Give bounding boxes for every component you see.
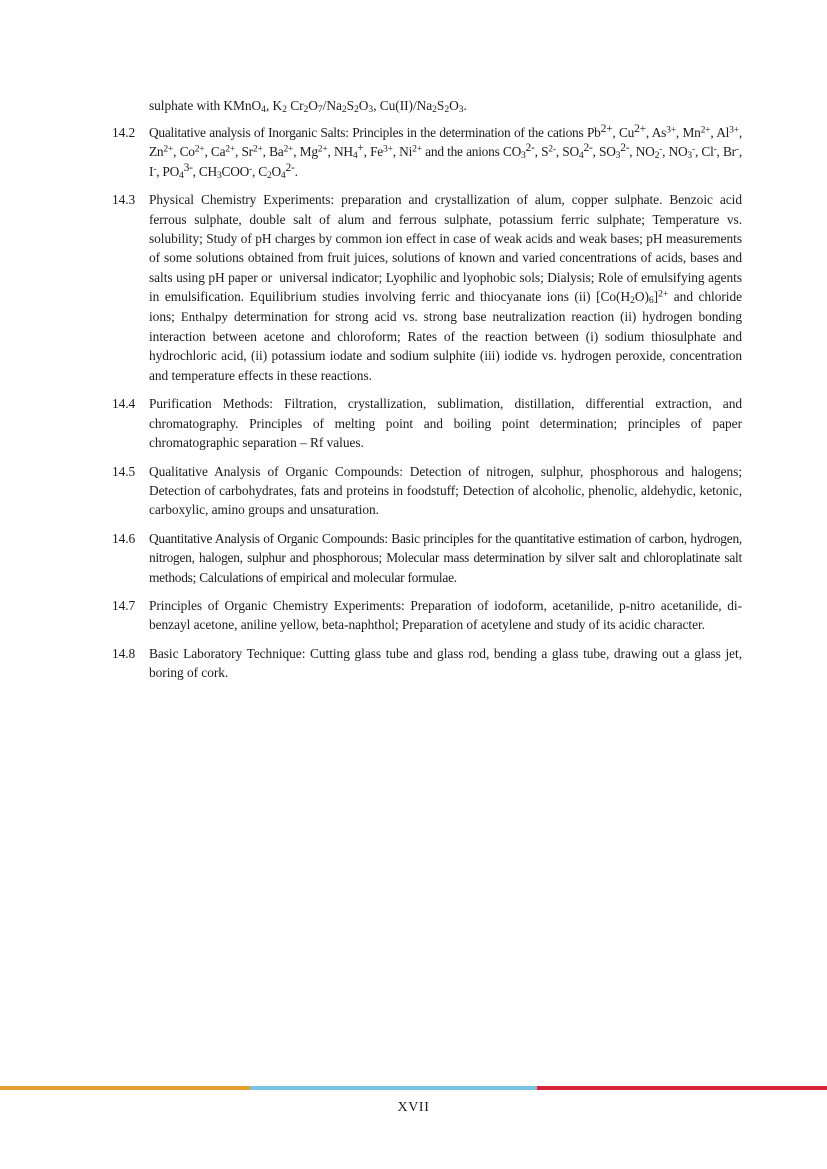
- section-14-8: [112, 644, 742, 683]
- page-number: XVII: [397, 1100, 430, 1115]
- footer-rule-blue: [250, 1086, 537, 1090]
- footer-rule-red: [537, 1086, 827, 1090]
- section-text: Qualitative Analysis of Organic Compounds: Detection of nitrogen, sulphur, phosphorous and halogens; Detection of carbohydrates, fats and proteins in foodstuff; Detection of alcoholic, phenolic, aldehydic, ketonic, carboxylic, amino groups and unsaturation.: [149, 463, 742, 518]
- footer-rule-orange: [0, 1086, 250, 1090]
- section-14-5: [112, 462, 742, 520]
- section-text: Quantitative Analysis of Organic Compounds: Basic principles for the quantitative estimation of carbon, hydrogen, nitrogen, halogen, sulphur and phosphorous; Molecular mass determination by silver salt and chloroplatinate salt methods; Calculations of empirical and molecular formulae.: [149, 530, 742, 585]
- section-number: 14.7: [112, 597, 136, 613]
- content-column: [112, 96, 742, 692]
- section-14-2: [112, 123, 742, 181]
- section-14-7: [112, 596, 742, 635]
- section-number: 14.2: [112, 125, 136, 140]
- section-text: Purification Methods: Filtration, crystallization, sublimation, distillation, differential extraction, and chromatography. Principles of melting point and boiling point determination; principles of paper chromatographic separation – Rf values.: [149, 396, 742, 451]
- section-number: 14.3: [112, 192, 136, 208]
- section-text: Physical Chemistry Experiments: preparation and crystallization of alum, copper sulphate. Benzoic acid ferrous sulphate, double salt of alum and ferrous sulphate, potassium ferric sulphate; Temperature vs. solubility; Study of pH charges by common ion effect in case of weak acids and weak bases; pH measurements of some solutions obtained from fruit juices, solutions of known and varied concentrations of acids, bases and salts using pH paper or universal indicator; Lyophilic and lyophobic sols; Dialysis; Role of emulsifying agents in emulsification. Equilibrium studies involving ferric and thiocyanate ions (ii) $[Co(H_2O)_6]^{2+}$ and chloride ions; Enthalpy determination for strong acid vs. strong base neutralization reaction (ii) hydrogen bonding interaction between acetone and chloroform; Rates of the reaction between (i) sodium thiosulphate and hydrochloric acid, (ii) potassium iodate and sodium sulphite (iii) iodide vs. hydrogen peroxide, concentration and temperature effects in these reactions.: [149, 192, 743, 383]
- section-14-3: [112, 190, 742, 385]
- section-number: 14.4: [112, 396, 136, 412]
- section-text: Basic Laboratory Technique: Cutting glass tube and glass rod, bending a glass tube, drawing out a glass jet, boring of cork.: [149, 645, 742, 681]
- section-number: 14.5: [112, 463, 136, 479]
- section-14-6: [112, 529, 742, 587]
- section-number: 14.6: [112, 530, 136, 546]
- continuation-line: sulphate with KMnO$_4$, $K_2$ $Cr_2O_7/Na_2S_2O_3$, $Cu(II)/Na_2S_2O_3$.: [149, 98, 467, 116]
- section-14-4: [112, 394, 742, 452]
- section-text: Principles of Organic Chemistry Experiments: Preparation of iodoform, acetanilide, p-nitro acetanilide, di-benzayl acetone, aniline yellow, beta-naphthol; Preparation of acetylene and study of its acidic character.: [149, 597, 742, 633]
- section-number: 14.8: [112, 645, 136, 661]
- section-text: Qualitative analysis of Inorganic Salts: Principles in the determination of the cations $Pb^{2+}$, $Cu^{2+}$, $As^{3+}$, $Mn^{2+}$, $Al^{3+}$, $Zn^{2+}$, $Co^{2+}$, $Ca^{2+}$, $Sr^{2+}$, $Ba^{2+}$, $Mg^{2+}$, $NH_4^+$, $Fe^{3+}$, $Ni^{2+}$ and the anions $CO_3^{2-}$, $S^{2-}$, $SO_4^{2-}$, $SO_3^{2-}$, $NO_2^-$, $NO_3^-$, Cl-, Br-, I-, $PO_4^{3-}$, $CH_3COO^-$, $C_2O_4^{2-}$.: [149, 123, 742, 181]
